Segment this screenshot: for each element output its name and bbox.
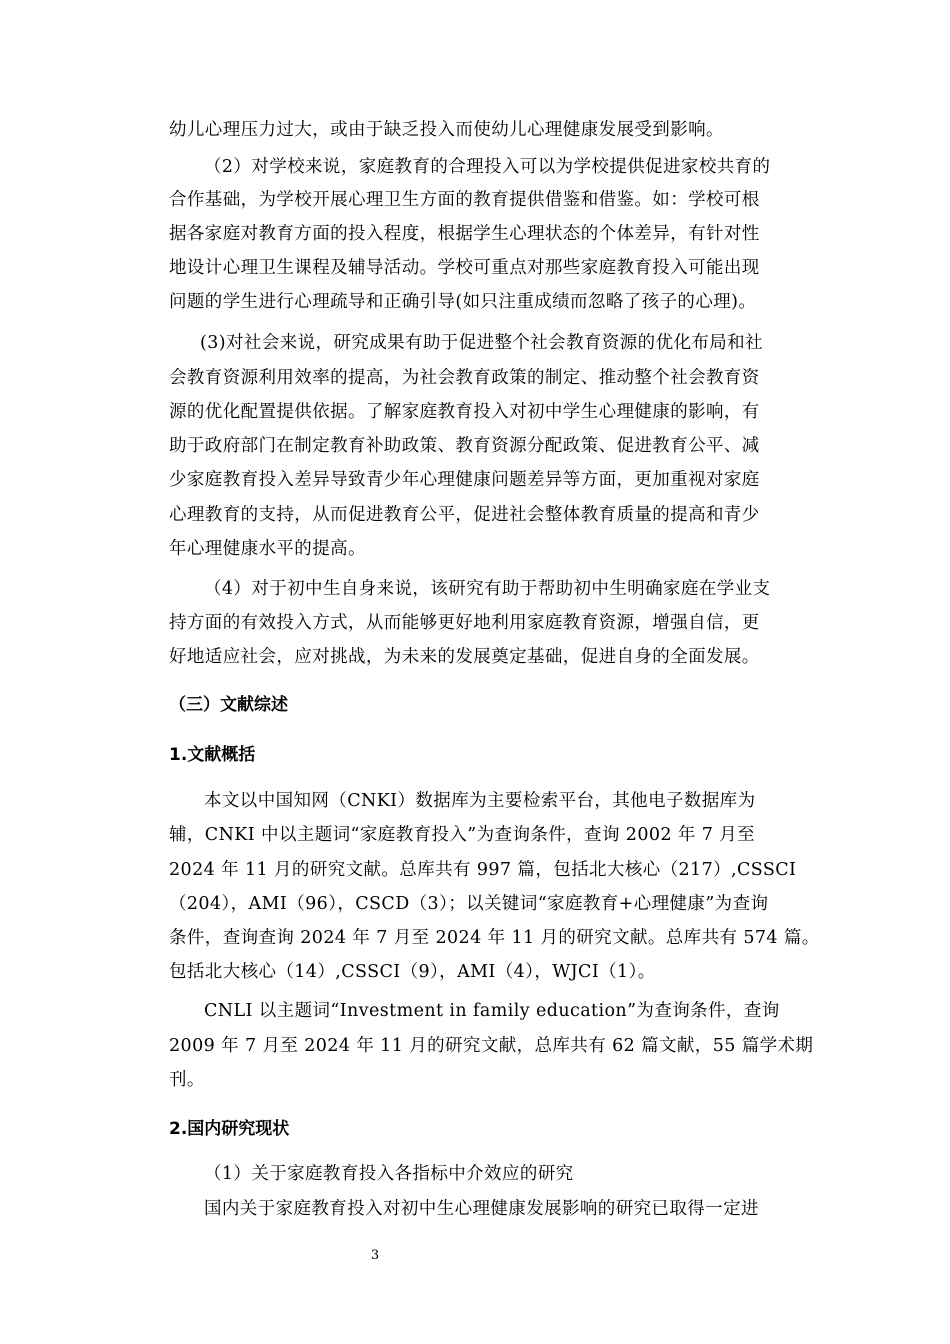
paragraph-line: 国内关于家庭教育投入对初中生心理健康发展影响的研究已取得一定进: [204, 1199, 759, 1219]
paragraph-line: 问题的学生进行心理疏导和正确引导(如只注重成绩而忽略了孩子的心理)。: [169, 292, 757, 312]
paragraph-line: 条件，查询查询 2024 年 7 月至 2024 年 11 月的研究文献。总库共有 574 篇。: [169, 928, 820, 948]
paragraph-line: 年心理健康水平的提高。: [169, 539, 366, 559]
paragraph-line: 2009 年 7 月至 2024 年 11 月的研究文献，总库共有 62 篇文献，55 篇学术期: [169, 1036, 814, 1056]
section-heading: （三）文献综述: [169, 695, 288, 715]
paragraph-line: 2024 年 11 月的研究文献。总库共有 997 篇，包括北大核心（217）,CSSCI: [169, 860, 797, 880]
paragraph-line: （1）关于家庭教育投入各指标中介效应的研究: [204, 1164, 574, 1184]
paragraph-line: （4）对于初中生自身来说，该研究有助于帮助初中生明确家庭在学业支: [204, 579, 771, 599]
paragraph-line: 心理教育的支持，从而促进教育公平，促进社会整体教育质量的提高和青少: [169, 505, 760, 525]
page-number: 3: [370, 1248, 380, 1263]
paragraph-line: （2）对学校来说，家庭教育的合理投入可以为学校提供促进家校共育的: [204, 157, 771, 177]
subsection-heading: 2.国内研究现状: [169, 1119, 290, 1139]
paragraph-line: (3)对社会来说，研究成果有助于促进整个社会教育资源的优化布局和社: [200, 333, 763, 353]
paragraph-line: 少家庭教育投入差异导致青少年心理健康问题差异等方面，更加重视对家庭: [169, 470, 760, 490]
paragraph-line: CNLI 以主题词“Investment in family education”为查询条件，查询: [204, 1001, 780, 1021]
paragraph-line: 会教育资源利用效率的提高，为社会教育政策的制定、推动整个社会教育资: [169, 368, 760, 388]
paragraph-line: 持方面的有效投入方式，从而能够更好地利用家庭教育资源，增强自信，更: [169, 613, 760, 633]
paragraph-line: 助于政府部门在制定教育补助政策、教育资源分配政策、促进教育公平、减: [169, 436, 760, 456]
paragraph-line: 幼儿心理压力过大，或由于缺乏投入而使幼儿心理健康发展受到影响。: [169, 120, 724, 140]
paragraph-line: 包括北大核心（14）,CSSCI（9），AMI（4），WJCI（1）。: [169, 962, 656, 982]
paragraph-line: 地设计心理卫生课程及辅导活动。学校可重点对那些家庭教育投入可能出现: [169, 258, 760, 278]
subsection-heading: 1.文献概括: [169, 745, 256, 765]
paragraph-line: 刊。: [169, 1070, 205, 1090]
paragraph-line: 源的优化配置提供依据。了解家庭教育投入对初中学生心理健康的影响，有: [169, 402, 760, 422]
paragraph-line: 本文以中国知网（CNKI）数据库为主要检索平台，其他电子数据库为: [204, 791, 756, 811]
paragraph-line: （204），AMI（96），CSCD（3）；以关键词“家庭教育+心理健康”为查询: [169, 894, 769, 914]
paragraph-line: 合作基础，为学校开展心理卫生方面的教育提供借鉴和借鉴。如：学校可根: [169, 190, 760, 210]
paragraph-line: 好地适应社会，应对挑战，为未来的发展奠定基础，促进自身的全面发展。: [169, 647, 760, 667]
paragraph-line: 据各家庭对教育方面的投入程度，根据学生心理状态的个体差异，有针对性: [169, 224, 760, 244]
paragraph-line: 辅，CNKI 中以主题词“家庭教育投入”为查询条件，查询 2002 年 7 月至: [169, 825, 756, 845]
